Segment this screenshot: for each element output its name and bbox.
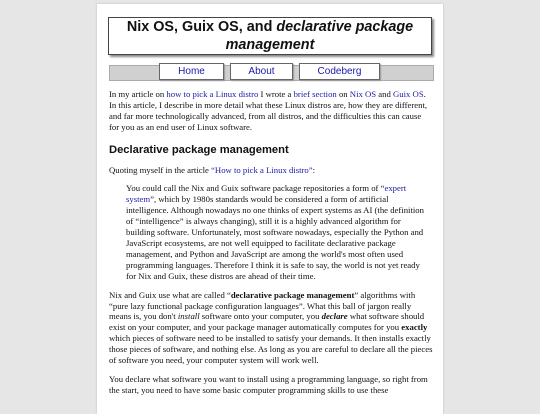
link-guix-os[interactable]: Guix OS	[393, 89, 424, 99]
quote-text: ”, which by 1980s standards would be considered a form of artificial intelligence. Although nowadays no one thinks of expert systems as AI (the definition of “intelligence” is always changing), still it is a highly advanced algorithm for building software. Unfortunately, most software nowadays, especially the Python and JavaScript ecosystems, are not well equipped to facilitate declarative package management, and Python and JavaScript are among the world's most often used programming languages. Therefore I think it is safe to say, the world is not yet ready for Nix and Guix, these distros are ahead of their time.	[126, 194, 424, 281]
bold-term: exactly	[401, 322, 428, 333]
nav-codeberg-button[interactable]: Codeberg	[299, 63, 380, 80]
quoting-line	[109, 165, 433, 176]
link-brief-section[interactable]: brief section	[293, 89, 337, 99]
title-emphasis: declarative package management	[225, 19, 414, 53]
intro-paragraph	[109, 89, 433, 133]
link-nix-os[interactable]: Nix OS	[349, 89, 377, 99]
page-title	[108, 17, 432, 55]
bold-italic-term: declare	[321, 311, 348, 322]
title-plain: Nix OS, Guix OS, and	[126, 19, 273, 35]
bold-term: declarative package management	[230, 289, 355, 300]
nav-about-button[interactable]: About	[230, 63, 293, 80]
para-text: Nix and Guix use what are called “	[109, 289, 231, 300]
article-content	[109, 89, 433, 404]
quote-text: You could call the Nix and Guix software package repositories a form of “	[126, 183, 385, 194]
para-text: ” algorithms with “pure lazy functional package configuration languages”. What this ball of jargon really means is, you don't	[109, 289, 416, 322]
section-heading: Declarative package management	[109, 143, 289, 156]
link-pick-distro[interactable]: how to pick a Linux distro	[166, 89, 259, 99]
nav-home-button[interactable]: Home	[159, 63, 224, 80]
para-text: what software should exist on your computer, and your package manager automatically computes for you	[109, 311, 425, 333]
link-how-to-pick-distro[interactable]: “How to pick a Linux distro”	[211, 164, 313, 175]
link-expert-system[interactable]: expert system	[126, 183, 407, 205]
italic-term: install	[177, 311, 200, 322]
intro-text: on	[338, 89, 348, 99]
declarative-paragraph	[109, 290, 433, 366]
intro-text: In my article on	[109, 89, 165, 99]
para-text: which pieces of software need to be installed to satisfy your demands. It then installs exactly those pieces of software, and nothing else. As long as you are careful to declare all the pieces of software you need, your computer system will work well.	[109, 333, 433, 366]
intro-text: . In this article, I describe in more detail what these Linux distros are, how they are different, and far more technologically advanced, from all distros, and the difficulties this can cause for you as an end user of Linux software.	[109, 89, 428, 132]
declare-paragraph: You declare what software you want to install using a programming language, so right from the start, you need to have some basic computer programming skills to use these	[109, 373, 428, 395]
para-text: software onto your computer, you	[201, 311, 320, 322]
article-page	[97, 4, 443, 414]
quoting-text: Quoting myself in the article	[109, 164, 209, 175]
intro-text: I wrote a	[260, 89, 292, 99]
quoting-end: :	[312, 164, 316, 175]
intro-text: and	[378, 89, 391, 99]
blockquote	[126, 183, 424, 281]
nav-bar	[109, 65, 434, 81]
